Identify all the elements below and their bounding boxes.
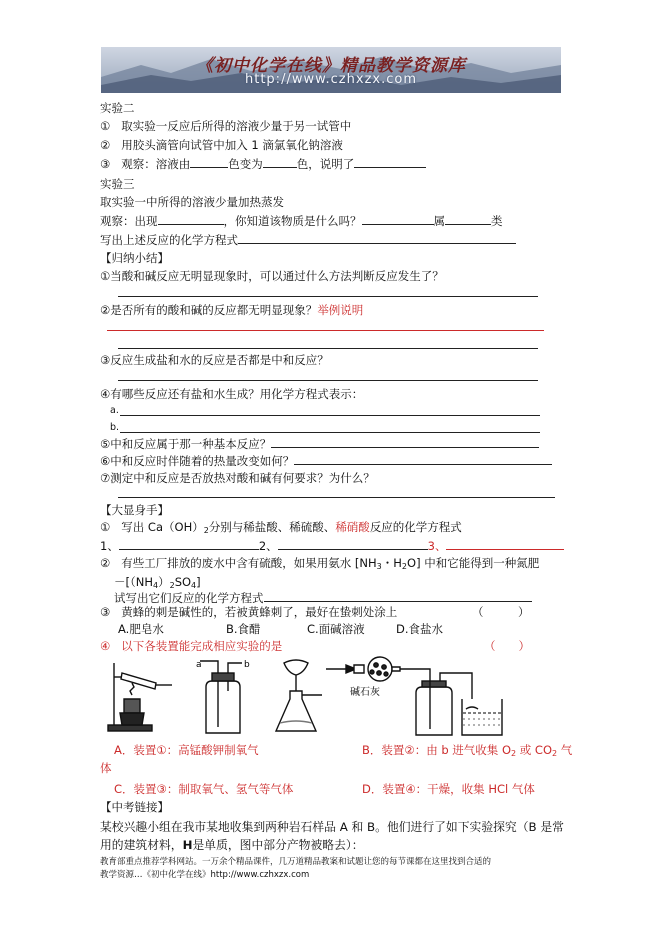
exp3-heading: 实验三: [100, 177, 135, 191]
blank-line[interactable]: [264, 590, 532, 602]
practice-heading: 【大显身手】: [100, 503, 169, 517]
answer-line[interactable]: [120, 415, 540, 416]
item-text: 取实验一反应后所得的溶液少量于另一试管中: [121, 119, 352, 133]
blank-line[interactable]: [158, 213, 224, 225]
practice-q3-answer[interactable]: （ ）: [472, 605, 530, 619]
header-banner: [101, 47, 561, 93]
label-a: a: [196, 660, 202, 670]
soda-lime-label: 碱石灰: [350, 687, 380, 698]
answer-line[interactable]: [118, 497, 555, 498]
item-number: ②: [100, 138, 111, 152]
practice-q1-answers: 1、 2、 3、: [100, 538, 564, 554]
summary-q4: ④有哪些反应还有盐和水生成？用化学方程式表示：: [100, 387, 364, 401]
blank-line[interactable]: [190, 156, 228, 168]
apparatus-2-gas-bottle: [200, 661, 242, 733]
blank-line[interactable]: [294, 453, 552, 465]
practice-q4-answer[interactable]: （ ）: [484, 639, 530, 653]
summary-q4b: b.: [110, 422, 120, 433]
blank-line[interactable]: [362, 213, 434, 225]
practice-q4-option-a[interactable]: A．装置①：高锰酸钾制氧气: [114, 743, 259, 757]
apparatus-3-funnel-flask: [276, 660, 322, 731]
summary-q1: ①当酸和碱反应无明显现象时，可以通过什么方法判断反应发生了？: [100, 269, 444, 283]
practice-q4-option-d[interactable]: D．装置④：干燥，收集 HCl 气体: [362, 782, 535, 796]
practice-q3-option-d[interactable]: D.食盐水: [396, 622, 444, 636]
summary-q6: ⑥中和反应时伴随着的热量改变如何？: [100, 453, 552, 469]
practice-q2-line2: $-[(NH_4)_2SO_4]$: [114, 575, 201, 590]
banner-title: 《初中化学在线》精品教学资源库: [196, 56, 466, 76]
practice-q4-option-b-cont: 体: [100, 761, 112, 775]
practice-q2-line1: ② 有些工厂排放的废水中含有硫酸，如果用氨水 [$NH_3$・$H_2O$] 中和它能得到一种氮肥: [100, 556, 540, 571]
exp2-heading: 实验二: [100, 101, 135, 115]
summary-q3: ③反应生成盐和水的反应是否都是中和反应？: [100, 353, 329, 367]
practice-q4-option-b[interactable]: B．装置②：由 b 进气收集 $O_2$ 或 $CO_2$ 气: [362, 743, 573, 758]
exam-heading: 【中考链接】: [100, 800, 169, 814]
blank-line-red[interactable]: [446, 538, 564, 550]
footer-line2[interactable]: 教学资源…《初中化学在线》http://www.czhxzx.com: [100, 870, 310, 880]
summary-q4a: a.: [110, 405, 119, 416]
practice-q3-option-c[interactable]: C.面碱溶液: [307, 622, 365, 636]
summary-q2: ②是否所有的酸和碱的反应都无明显现象？举例说明: [100, 303, 364, 317]
banner-url[interactable]: http://www.czhxzx.com: [245, 72, 417, 87]
exp3-line1: 取实验一中所得的溶液少量加热蒸发: [100, 195, 284, 209]
apparatus-4-drying-tube: [326, 657, 430, 689]
answer-line[interactable]: [120, 432, 540, 433]
practice-q3-option-a[interactable]: A.肥皂水: [118, 622, 164, 636]
answer-line[interactable]: [118, 296, 538, 297]
red-note: 举例说明: [317, 303, 364, 317]
answer-line[interactable]: [118, 380, 538, 381]
practice-q1: ① 写出 $Ca(OH)_2$分别与稀盐酸、稀硫酸、稀硝酸反应的化学方程式: [100, 520, 462, 535]
practice-q3: ③ 黄蜂的刺是碱性的，若被黄蜂刺了，最好在蛰刺处涂上: [100, 605, 398, 619]
item-number: ③: [100, 157, 111, 171]
blank-line[interactable]: [278, 538, 428, 550]
practice-q4: ④ 以下各装置能完成相应实验的是: [100, 639, 283, 653]
answer-line-red[interactable]: [107, 330, 544, 331]
footer-line1: 教育部重点推荐学科网站。一万余个精品课件，几万道精品教案和试题让您的每节课都在这里找到合适的: [100, 857, 492, 867]
practice-q3-option-b[interactable]: B.食醋: [226, 622, 261, 636]
exp3-equation: 写出上述反应的化学方程式: [100, 232, 516, 248]
exam-line2: 用的建筑材料，H是单质，图中部分产物被略去）：: [100, 838, 364, 852]
summary-q5: ⑤中和反应属于那一种基本反应？: [100, 436, 539, 452]
blank-line[interactable]: [271, 436, 539, 448]
item-number: ①: [100, 119, 111, 133]
exp2-item-2: [100, 137, 343, 153]
blank-line[interactable]: [354, 156, 426, 168]
apparatus-1-heating-tube: [108, 663, 172, 731]
blank-line[interactable]: [119, 538, 259, 550]
exp3-observe: 观察：出现 ，你知道该物质是什么吗？ 属 类: [100, 214, 503, 228]
summary-q7: ⑦测定中和反应是否放热对酸和碱有何要求？为什么？: [100, 471, 375, 485]
blank-line[interactable]: [263, 156, 297, 168]
practice-q2-line3: 试写出它们反应的化学方程式: [114, 590, 532, 606]
blank-line[interactable]: [238, 232, 516, 244]
exam-line1: 某校兴趣小组在我市某地收集到两种岩石样品 A 和 B。他们进行了如下实验探究（B 是常: [100, 820, 564, 834]
summary-heading: 【归纳小结】: [100, 251, 169, 265]
apparatus-4-water-beaker: [462, 699, 502, 735]
practice-q4-option-c[interactable]: C．装置③：制取氧气、氢气等气体: [114, 782, 294, 796]
item-text: 用胶头滴管向试管中加入 1 滴氯氧化钠溶液: [121, 138, 343, 152]
blank-line[interactable]: [445, 213, 491, 225]
exp2-item-3: ③ 观察：溶液由 色变为 色，说明了: [100, 156, 426, 172]
answer-line[interactable]: [118, 348, 538, 349]
apparatus-figure: [100, 655, 560, 737]
label-b: b: [244, 660, 250, 670]
exp2-item-1: [100, 118, 351, 134]
